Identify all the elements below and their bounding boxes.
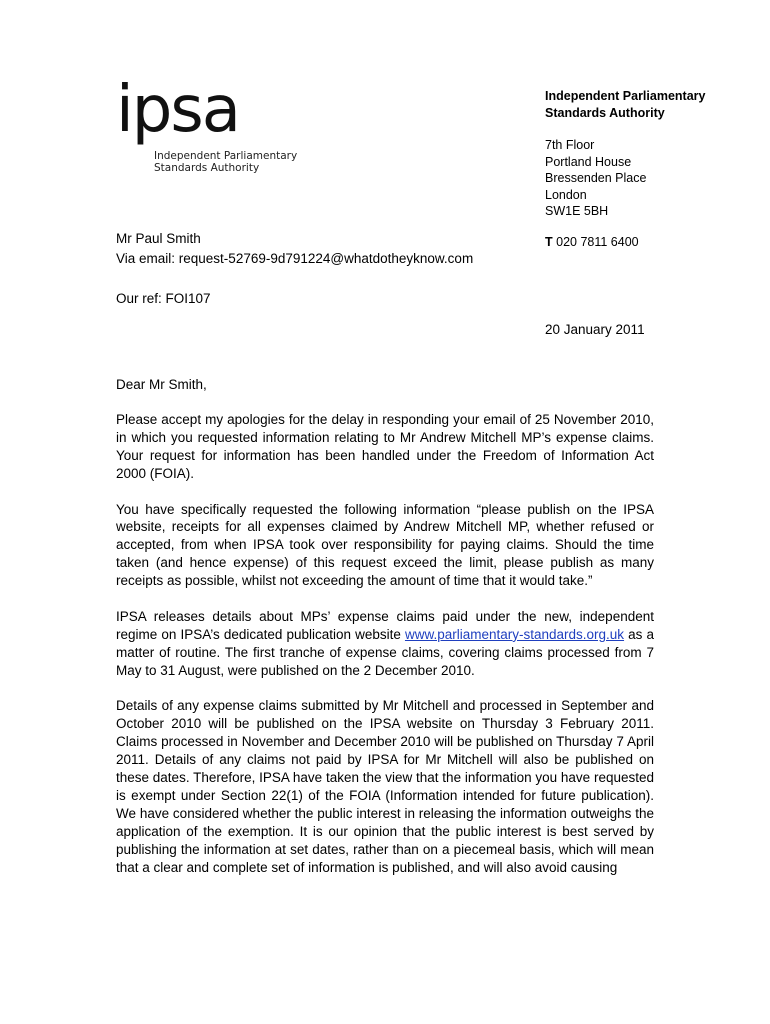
body-paragraph: Please accept my apologies for the delay in responding your email of 25 November 2010, in which you requested information relating to Mr Andrew Mitchell MP’s expense claims. Your request for information has been handled under the Freedom of Information Act 2000 (FOIA).	[116, 412, 654, 481]
logo-subtitle-line2: Standards Authority	[154, 162, 260, 174]
salutation: Dear Mr Smith,	[116, 377, 207, 392]
recipient-name: Mr Paul Smith	[116, 231, 201, 246]
address-line: Portland House	[545, 154, 632, 169]
body-paragraph: You have specifically requested the following information “please publish on the IPSA website, receipts for all expenses claimed by Andrew Mitchell MP, whether refused or accepted, from when IPSA took over responsibility for paying claims. Should the time taken (and hence expense) of this request exceed the limit, please publish as many receipts as possible, whilst not exceeding the amount of time that it would take.”	[116, 501, 654, 589]
recipient-block	[116, 229, 473, 269]
ipsa-logo	[116, 73, 298, 178]
address-line: 7th Floor	[545, 138, 595, 152]
sender-name-line2: Standards Authority	[545, 105, 665, 120]
ipsa-website-link[interactable]: www.parliamentary-standards.org.uk	[404, 626, 625, 642]
phone-label: T	[545, 234, 553, 249]
paragraph-text: as a matter of routine. The first tranche of expense claims, covering claims processed from 7 May to 31 August, were published on the 2 December 2010.	[116, 626, 654, 678]
sender-phone	[545, 234, 705, 251]
address-line: Bressenden Place	[545, 171, 647, 185]
logo-wordmark: ipsa	[116, 73, 239, 147]
paragraph-text: IPSA releases details about MPs’ expense claims paid under the new, independent regime on IPSA’s dedicated publication website	[116, 608, 654, 642]
reference: Our ref: FOI107	[116, 291, 211, 306]
phone-number: 020 7811 6400	[556, 234, 639, 249]
letter-date: 20 January 2011	[545, 322, 645, 337]
body-paragraph	[116, 608, 654, 680]
sender-name-line1: Independent Parliamentary	[545, 89, 706, 103]
letter-body	[116, 411, 654, 894]
address-line: SW1E 5BH	[545, 204, 609, 218]
logo-subtitle-line1: Independent Parliamentary	[154, 150, 298, 162]
body-paragraph: Details of any expense claims submitted by Mr Mitchell and processed in September and October 2010 will be published on the IPSA website on Thursday 3 February 2011. Claims processed in November and December 2010 will be published on Thursday 7 April 2011. Details of any claims not paid by IPSA for Mr Mitchell will also be published on these dates. Therefore, IPSA have taken the view that the information you have requested is exempt under Section 22(1) of the FOIA (Information intended for future publication). We have considered whether the public interest in releasing the information outweighs the application of the exemption. It is our opinion that the public interest is best served by publishing the information at set dates, rather than on a piecemeal basis, which will mean that a clear and complete set of information is published, and will also avoid causing	[116, 698, 654, 875]
recipient-email: Via email: request-52769-9d791224@whatdotheyknow.com	[116, 251, 474, 266]
address-line: London	[545, 187, 587, 202]
logo-subtitle	[154, 150, 297, 174]
sender-address-block	[545, 88, 705, 250]
